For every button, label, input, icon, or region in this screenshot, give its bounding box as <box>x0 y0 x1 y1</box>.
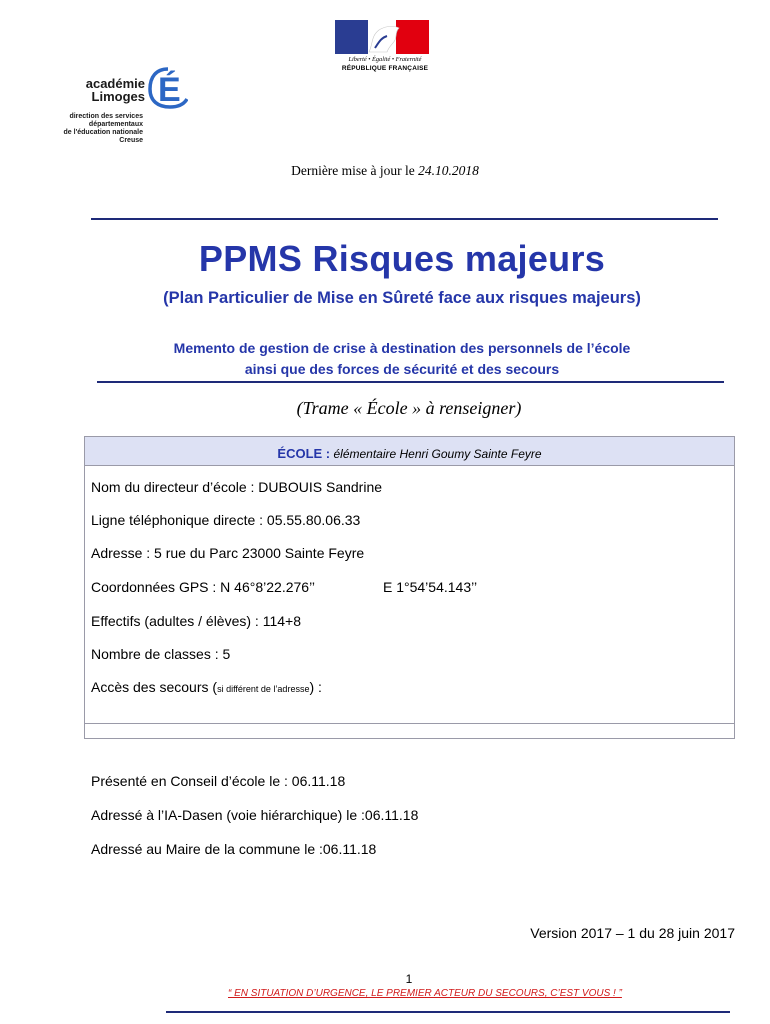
footer-divider <box>166 1011 730 1013</box>
access-end: ) : <box>309 679 322 695</box>
page-title: PPMS Risques majeurs <box>198 238 606 279</box>
classes-row: Nombre de classes : 5 <box>91 646 231 662</box>
access-row <box>91 679 721 695</box>
access-note: si différent de l’adresse <box>217 684 310 694</box>
last-update-line <box>0 163 770 179</box>
last-update-date: 24.10.2018 <box>418 163 479 178</box>
republique-francaise-logo <box>335 20 435 76</box>
academie-limoges-logo <box>55 55 195 145</box>
memento-line-1: Memento de gestion de crise à destination des personnels de l’école <box>173 340 631 356</box>
republic-motto: Liberté • Égalité • Fraternité <box>348 56 422 63</box>
school-header-text <box>85 446 734 461</box>
top-divider <box>91 218 718 220</box>
last-update-label: Dernière mise à jour le <box>291 163 419 178</box>
academie-e-emblem-icon <box>148 65 188 109</box>
council-presentation: Présenté en Conseil d’école le : 06.11.18 <box>91 773 346 789</box>
school-box-footer-divider <box>85 723 734 724</box>
address-row: Adresse : 5 rue du Parc 23000 Sainte Feyre <box>91 545 365 561</box>
phone-row: Ligne téléphonique directe : 05.55.80.06.33 <box>91 512 361 528</box>
memento-line-2: ainsi que des forces de sécurité et des secours <box>244 361 560 377</box>
school-label: ÉCOLE : <box>277 446 331 461</box>
staff-row: Effectifs (adultes / élèves) : 114+8 <box>91 613 301 629</box>
academie-subtitle: direction des services départementaux de l'éducation nationale Creuse <box>63 113 143 144</box>
gps-latitude: Coordonnées GPS : N 46°8’22.276’’ <box>91 579 316 595</box>
republic-name: RÉPUBLIQUE FRANÇAISE <box>341 65 429 72</box>
mayor-submission: Adressé au Maire de la commune le :06.11.18 <box>91 841 377 857</box>
memento-divider <box>97 381 724 383</box>
school-header <box>85 437 734 466</box>
page-number: 1 <box>405 972 413 986</box>
page-subtitle: (Plan Particulier de Mise en Sûreté face aux risques majeurs) <box>163 289 641 307</box>
director-row: Nom du directeur d’école : DUBOUIS Sandrine <box>91 479 383 495</box>
academie-e-letter: É <box>158 71 181 109</box>
marianne-profile-icon <box>365 22 405 54</box>
access-label: Accès des secours ( <box>91 679 218 695</box>
trame-note: (Trame « École » à renseigner) <box>296 398 522 418</box>
dasen-submission: Adressé à l’IA-Dasen (voie hiérarchique) le :06.11.18 <box>91 807 419 823</box>
version-line: Version 2017 – 1 du 28 juin 2017 <box>530 925 735 941</box>
school-name: élémentaire Henri Goumy Sainte Feyre <box>330 447 542 461</box>
footer-slogan: “ EN SITUATION D’URGENCE, LE PREMIER ACTEUR DU SECOURS, C’EST VOUS ! ” <box>228 988 622 999</box>
school-info-box <box>84 436 735 739</box>
academie-wordmark: académie Limoges <box>85 76 145 104</box>
gps-longitude: E 1°54’54.143’’ <box>383 579 478 595</box>
